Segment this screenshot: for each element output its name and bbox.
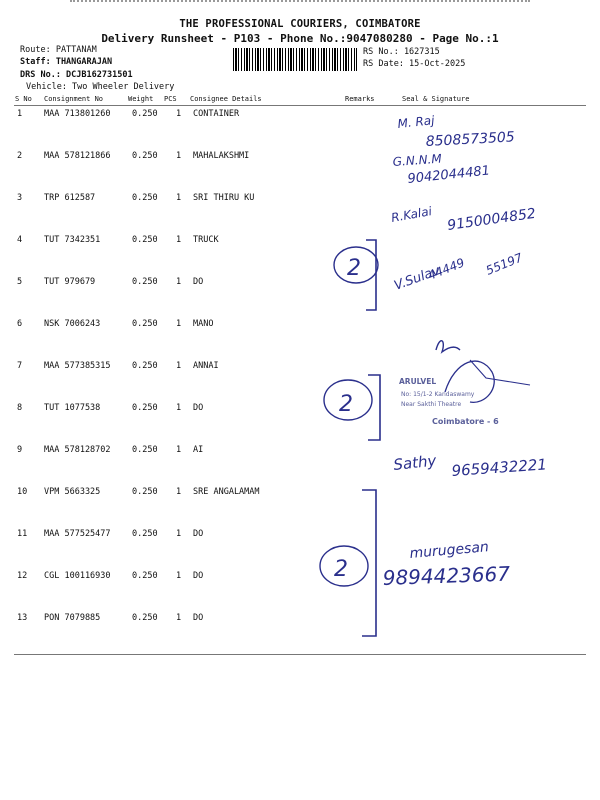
signature-3-name: R.Kalai	[390, 204, 433, 225]
row-details: DO	[193, 403, 204, 413]
row-consignment: CGL 100116930	[44, 571, 111, 581]
row-pcs: 1	[176, 319, 182, 329]
remark-count-2: 2	[339, 392, 353, 417]
footer-rule	[14, 654, 586, 655]
row-details: MANO	[193, 319, 214, 329]
row-pcs: 1	[176, 361, 182, 371]
row-weight: 0.250	[132, 529, 158, 539]
col-header-signature: Seal & Signature	[402, 95, 470, 103]
row-details: DO	[193, 613, 204, 623]
row-pcs: 1	[176, 571, 182, 581]
row-pcs: 1	[176, 529, 182, 539]
table-row	[0, 613, 600, 625]
row-consignment: MAA 577525477	[44, 529, 111, 539]
row-details: CONTAINER	[193, 109, 240, 119]
signature-3-phone: 9150004852	[446, 205, 537, 234]
signature-2-phone: 9042044481	[406, 163, 491, 187]
barcode-image	[233, 48, 357, 71]
row-consignment: NSK 7006243	[44, 319, 101, 329]
staff-label: Staff: THANGARAJAN	[20, 57, 113, 67]
row-consignment: TUT 979679	[44, 277, 96, 287]
col-header-sno: S No	[15, 95, 32, 103]
row-weight: 0.250	[132, 193, 158, 203]
row-weight: 0.250	[132, 235, 158, 245]
table-row	[0, 193, 600, 205]
table-row	[0, 361, 600, 373]
col-header-details: Consignee Details	[190, 95, 262, 103]
table-row	[0, 151, 600, 163]
row-weight: 0.250	[132, 361, 158, 371]
row-sno: 3	[17, 193, 23, 203]
signature-6-name: murugesan	[408, 539, 490, 562]
row-pcs: 1	[176, 193, 182, 203]
rs-number: RS No.: 1627315	[363, 47, 440, 57]
signature-5-name: Sathy	[392, 451, 438, 474]
table-row	[0, 277, 600, 289]
row-weight: 0.250	[132, 151, 158, 161]
row-sno: 8	[17, 403, 23, 413]
row-consignment: VPM 5663325	[44, 487, 101, 497]
row-sno: 10	[17, 487, 28, 497]
row-sno: 4	[17, 235, 23, 245]
remark-bracket-1	[334, 240, 378, 310]
drs-number: DRS No.: DCJB162731501	[20, 70, 133, 80]
stamp-line-3: Near Sakthi Theatre	[401, 401, 462, 408]
row-consignment: MAA 578121866	[44, 151, 111, 161]
row-consignment: MAA 578128702	[44, 445, 111, 455]
row-consignment: TRP 612587	[44, 193, 96, 203]
row-pcs: 1	[176, 235, 182, 245]
row-pcs: 1	[176, 613, 182, 623]
row-details: SRI THIRU KU	[193, 193, 255, 203]
table-row	[0, 319, 600, 331]
table-row	[0, 445, 600, 457]
row-consignment: PON 7079885	[44, 613, 101, 623]
row-details: TRUCK	[193, 235, 219, 245]
row-pcs: 1	[176, 403, 182, 413]
table-row	[0, 571, 600, 583]
row-details: ANNAI	[193, 361, 219, 371]
table-row	[0, 235, 600, 247]
row-weight: 0.250	[132, 445, 158, 455]
row-pcs: 1	[176, 277, 182, 287]
row-details: AI	[193, 445, 204, 455]
row-pcs: 1	[176, 445, 182, 455]
remark-count-3: 2	[334, 557, 348, 582]
vehicle-label: Vehicle: Two Wheeler Delivery	[26, 82, 175, 92]
signature-4-name: V.Sulav	[392, 263, 442, 294]
row-details: DO	[193, 571, 204, 581]
stamp-line-4: Coimbatore - 6	[432, 417, 499, 426]
row-sno: 7	[17, 361, 23, 371]
signature-6-phone: 9894423667	[382, 561, 511, 590]
company-title: THE PROFESSIONAL COURIERS, COIMBATORE	[179, 18, 421, 30]
row-pcs: 1	[176, 109, 182, 119]
row-weight: 0.250	[132, 277, 158, 287]
row-consignment: TUT 1077538	[44, 403, 101, 413]
route-label: Route: PATTANAM	[20, 45, 97, 55]
row-sno: 13	[17, 613, 28, 623]
signature-5-phone: 9659432221	[451, 455, 548, 480]
stamp-line-2: No: 15/1-2 Kandaswamy	[401, 391, 475, 398]
signature-1-name: M. Raj	[396, 113, 436, 131]
initial-scribble	[436, 341, 460, 352]
top-edge-mark	[70, 0, 530, 6]
row-pcs: 1	[176, 487, 182, 497]
row-sno: 5	[17, 277, 23, 287]
row-details: MAHALAKSHMI	[193, 151, 250, 161]
row-pcs: 1	[176, 151, 182, 161]
remark-count-1: 2	[347, 256, 361, 281]
signature-1-phone: 8508573505	[425, 129, 516, 150]
row-sno: 6	[17, 319, 23, 329]
row-details: SRE ANGALAMAM	[193, 487, 260, 497]
row-sno: 12	[17, 571, 28, 581]
col-header-weight: Weight	[128, 95, 154, 103]
row-consignment: MAA 713801260	[44, 109, 111, 119]
signature-4-phone-part1: 44449	[425, 255, 467, 283]
table-row	[0, 487, 600, 499]
row-weight: 0.250	[132, 613, 158, 623]
header-rule	[14, 105, 586, 106]
row-sno: 9	[17, 445, 23, 455]
row-sno: 2	[17, 151, 23, 161]
row-weight: 0.250	[132, 403, 158, 413]
col-header-consignment: Consignment No	[44, 95, 104, 103]
signature-2-name: G.N.N.M	[392, 151, 443, 169]
row-details: DO	[193, 529, 204, 539]
runsheet-subtitle: Delivery Runsheet - P103 - Phone No.:9047080280 - Page No.:1	[101, 32, 499, 45]
table-row	[0, 403, 600, 415]
table-row	[0, 529, 600, 541]
row-weight: 0.250	[132, 487, 158, 497]
signature-4-phone-part2: 55197	[483, 250, 525, 278]
row-sno: 1	[17, 109, 23, 119]
row-consignment: TUT 7342351	[44, 235, 101, 245]
row-weight: 0.250	[132, 571, 158, 581]
stamp-line-1: ARULVEL	[399, 377, 437, 386]
row-details: DO	[193, 277, 204, 287]
rs-date: RS Date: 15-Oct-2025	[363, 59, 466, 69]
col-header-pcs: PCS	[164, 95, 177, 103]
row-weight: 0.250	[132, 109, 158, 119]
row-sno: 11	[17, 529, 28, 539]
col-header-remarks: Remarks	[345, 95, 375, 103]
table-row	[0, 109, 600, 121]
row-weight: 0.250	[132, 319, 158, 329]
row-consignment: MAA 577385315	[44, 361, 111, 371]
